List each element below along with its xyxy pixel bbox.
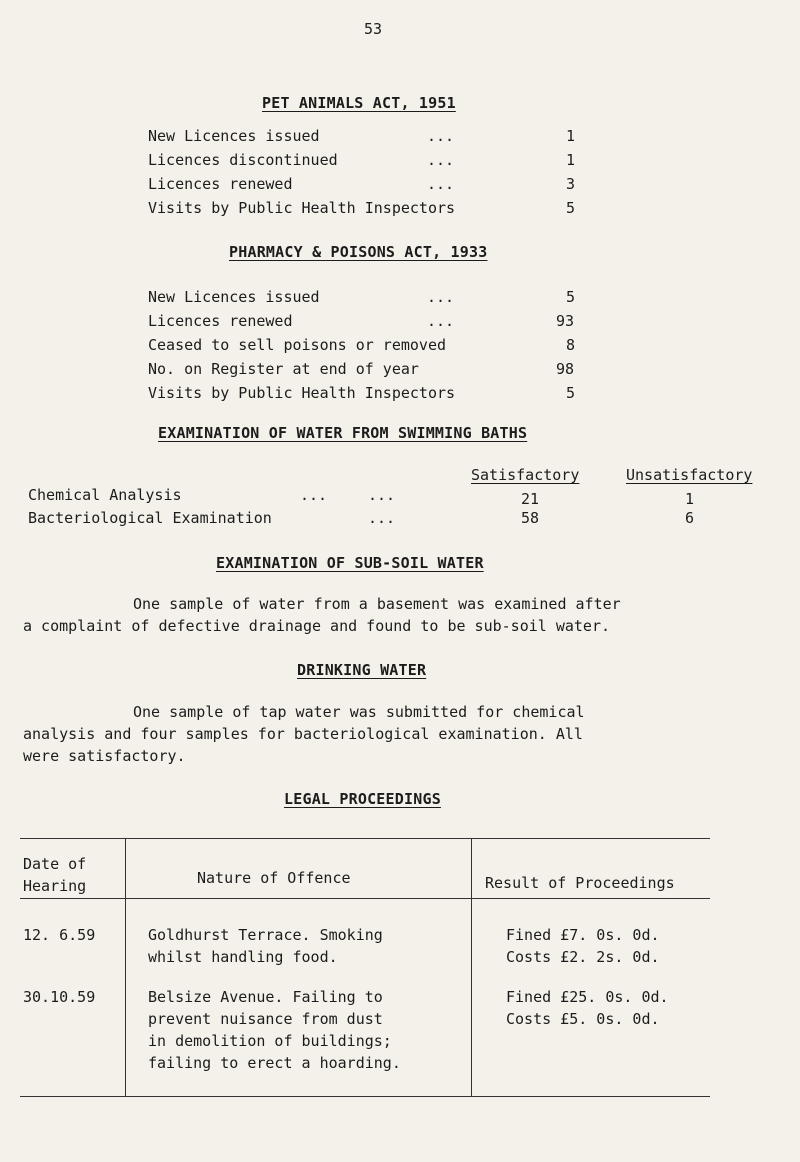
pharmacy-heading: PHARMACY & POISONS ACT, 1933 bbox=[229, 243, 488, 261]
drinking-heading: DRINKING WATER bbox=[297, 661, 427, 679]
column-header-offence: Nature of Offence bbox=[197, 869, 351, 887]
swimming-heading: EXAMINATION OF WATER FROM SWIMMING BATHS bbox=[158, 424, 528, 442]
table-cell: 1 bbox=[685, 490, 695, 508]
list-item-value: 93 bbox=[556, 312, 575, 330]
table-cell: 21 bbox=[521, 490, 540, 508]
column-header-satisfactory: Satisfactory bbox=[471, 466, 580, 484]
result-line: Fined £25. 0s. 0d. bbox=[506, 988, 669, 1006]
table-cell: 6 bbox=[685, 509, 695, 527]
legal-heading: LEGAL PROCEEDINGS bbox=[284, 790, 441, 808]
list-item-value: 8 bbox=[566, 336, 576, 354]
column-divider bbox=[471, 838, 472, 1096]
table-top-rule bbox=[20, 838, 710, 839]
table-row-label: Bacteriological Examination bbox=[28, 509, 272, 527]
offence-line: whilst handling food. bbox=[148, 948, 338, 966]
list-item-value: 3 bbox=[566, 175, 576, 193]
table-cell: 58 bbox=[521, 509, 540, 527]
leader-dots: ... bbox=[368, 486, 396, 504]
offence-line: prevent nuisance from dust bbox=[148, 1010, 383, 1028]
pet-animals-heading: PET ANIMALS ACT, 1951 bbox=[262, 94, 456, 112]
offence-line: Belsize Avenue. Failing to bbox=[148, 988, 383, 1006]
list-item-label: Licences discontinued bbox=[148, 151, 338, 169]
list-item-label: Visits by Public Health Inspectors bbox=[148, 384, 456, 402]
list-item-value: 5 bbox=[566, 199, 576, 217]
table-row-label: Chemical Analysis bbox=[28, 486, 182, 504]
subsoil-heading: EXAMINATION OF SUB-SOIL WATER bbox=[216, 554, 484, 572]
hearing-date: 30.10.59 bbox=[23, 988, 96, 1006]
leader-dots: ... bbox=[427, 175, 455, 193]
hearing-date: 12. 6.59 bbox=[23, 926, 96, 944]
result-line: Fined £7. 0s. 0d. bbox=[506, 926, 660, 944]
result-line: Costs £2. 2s. 0d. bbox=[506, 948, 660, 966]
paragraph-line: One sample of water from a basement was examined after bbox=[133, 595, 621, 613]
offence-line: failing to erect a hoarding. bbox=[148, 1054, 401, 1072]
offence-line: in demolition of buildings; bbox=[148, 1032, 392, 1050]
leader-dots: ... bbox=[300, 486, 328, 504]
list-item-label: New Licences issued bbox=[148, 288, 320, 306]
page-number: 53 bbox=[364, 20, 383, 38]
list-item-label: No. on Register at end of year bbox=[148, 360, 419, 378]
list-item-value: 5 bbox=[566, 288, 576, 306]
offence-line: Goldhurst Terrace. Smoking bbox=[148, 926, 383, 944]
column-header-result: Result of Proceedings bbox=[485, 874, 675, 892]
list-item-value: 5 bbox=[566, 384, 576, 402]
paragraph-line: a complaint of defective drainage and found to be sub-soil water. bbox=[23, 617, 610, 635]
table-bottom-rule bbox=[20, 1096, 710, 1097]
column-divider bbox=[125, 838, 126, 1096]
leader-dots: ... bbox=[427, 288, 455, 306]
leader-dots: ... bbox=[427, 151, 455, 169]
list-item-value: 1 bbox=[566, 127, 576, 145]
leader-dots: ... bbox=[368, 509, 396, 527]
list-item-label: Licences renewed bbox=[148, 175, 293, 193]
column-header-date: Hearing bbox=[23, 877, 87, 895]
paragraph-line: One sample of tap water was submitted for chemical bbox=[133, 703, 585, 721]
list-item-value: 98 bbox=[556, 360, 575, 378]
paragraph-line: were satisfactory. bbox=[23, 747, 186, 765]
leader-dots: ... bbox=[427, 312, 455, 330]
header-rule bbox=[20, 898, 710, 899]
leader-dots: ... bbox=[427, 127, 455, 145]
list-item-label: Licences renewed bbox=[148, 312, 293, 330]
result-line: Costs £5. 0s. 0d. bbox=[506, 1010, 660, 1028]
list-item-label: Visits by Public Health Inspectors bbox=[148, 199, 456, 217]
column-header-date: Date of bbox=[23, 855, 87, 873]
list-item-value: 1 bbox=[566, 151, 576, 169]
list-item-label: Ceased to sell poisons or removed bbox=[148, 336, 447, 354]
list-item-label: New Licences issued bbox=[148, 127, 320, 145]
paragraph-line: analysis and four samples for bacteriological examination. All bbox=[23, 725, 583, 743]
column-header-unsatisfactory: Unsatisfactory bbox=[626, 466, 753, 484]
